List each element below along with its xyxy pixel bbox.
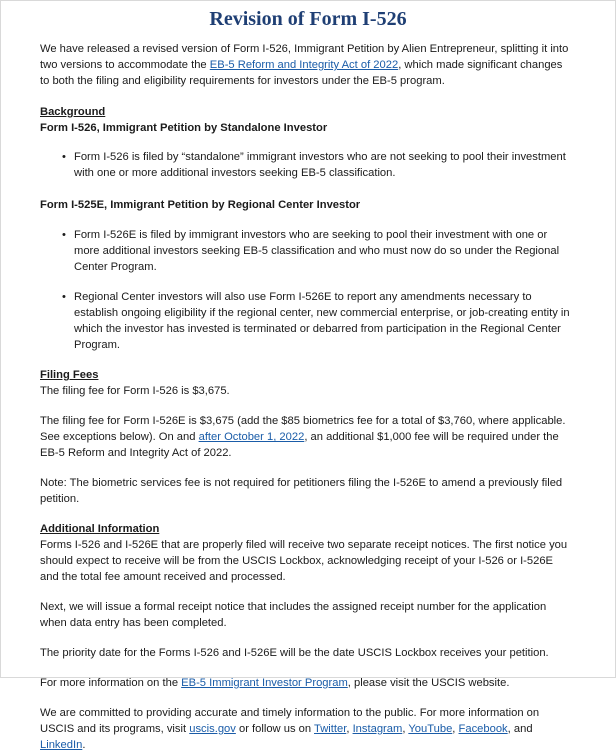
bullet-icon: • (62, 229, 66, 241)
separator: , (346, 723, 353, 735)
separator: , and (507, 723, 533, 735)
fee-text-1: The filing fee for Form I-526E is $3,675 (add the $85 biometrics fee for a total of $3,760, where applicable. See exceptions below). On and (40, 415, 566, 443)
eb5-reform-act-link[interactable]: EB-5 Reform and Integrity Act of 2022 (209, 59, 399, 71)
document-body (40, 41, 571, 753)
facebook-link[interactable]: Facebook (458, 723, 508, 735)
period: . (82, 739, 86, 751)
priority-date-paragraph: The priority date for the Forms I-526 and I-526E will be the date USCIS Lockbox receives your petition. (40, 647, 549, 659)
biometric-note: Note: The biometric services fee is not required for petitioners filing the I-526E to amend a previously filed petition. (40, 477, 563, 505)
uscis-gov-link[interactable]: uscis.gov (189, 723, 236, 735)
standalone-heading: Form I-526, Immigrant Petition by Standalone Investor (40, 122, 328, 134)
follow-text: or follow us on (235, 723, 315, 735)
filing-fee-i526: The filing fee for Form I-526 is $3,675. (40, 385, 230, 397)
fee-text-2: , an additional $1,000 fee will be required under the EB-5 Reform and Integrity Act of 2022. (40, 431, 559, 459)
bullet-icon: • (62, 291, 66, 303)
intro-paragraph (40, 41, 571, 89)
filing-fees-heading: Filing Fees (40, 369, 99, 381)
list-item-text: Form I-526 is filed by “standalone” immigrant investors who are not seeking to pool their investment with one or more additional investors seeking EB-5 classification. (74, 151, 566, 179)
twitter-link[interactable]: Twitter (314, 723, 347, 735)
list-item-text: Form I-526E is filed by immigrant investors who are seeking to pool their investment with one or more additional investors seeking EB-5 classification and who must now do so under the Regional Center Program. (74, 229, 560, 273)
separator: , (402, 723, 409, 735)
standalone-list (40, 149, 571, 181)
list-item (40, 227, 571, 275)
list-item (40, 289, 571, 353)
intro-text-2: , which made significant changes to both the filing and eligibility requirements for investors under the EB-5 program. (40, 59, 563, 87)
bullet-icon: • (62, 151, 66, 163)
eb5-program-link[interactable]: EB-5 Immigrant Investor Program (181, 677, 348, 689)
regional-list (40, 227, 571, 353)
commitment-text: We are committed to providing accurate and timely information to the public. For more information on USCIS and its programs, visit (40, 707, 540, 735)
more-info-paragraph (40, 675, 571, 691)
youtube-link[interactable]: YouTube (408, 723, 453, 735)
more-info-text-1: For more information on the (40, 677, 182, 689)
list-item-text: Regional Center investors will also use Form I-526E to report any amendments necessary to establish ongoing eligibility if the regional center, new commercial enterprise, or job-creating entity in which the investor has invested is terminated or debarred from participation in the Regional Center Program. (74, 291, 570, 351)
page-title: Revision of Form I-526 (209, 8, 407, 30)
commitment-paragraph (40, 705, 571, 753)
filing-fee-i526e (40, 413, 571, 461)
separator: , (452, 723, 459, 735)
more-info-text-2: , please visit the USCIS website. (347, 677, 510, 689)
after-october-link[interactable]: after October 1, 2022 (198, 431, 305, 443)
instagram-link[interactable]: Instagram (352, 723, 403, 735)
formal-receipt-paragraph: Next, we will issue a formal receipt notice that includes the assigned receipt number for the application when data entry has been completed. (40, 601, 547, 629)
linkedin-link[interactable]: LinkedIn (40, 739, 83, 751)
regional-heading: Form I-525E, Immigrant Petition by Regional Center Investor (40, 199, 361, 211)
list-item (40, 149, 571, 181)
background-heading: Background (40, 106, 106, 118)
intro-text-1: We have released a revised version of Form I-526, Immigrant Petition by Alien Entrepreneur, splitting it into two versions to accommodate the (40, 43, 569, 71)
additional-info-heading: Additional Information (40, 523, 160, 535)
receipt-notices-paragraph: Forms I-526 and I-526E that are properly filed will receive two separate receipt notices. The first notice you should expect to receive will be from the USCIS Lockbox, acknowledging receipt of your I-526 or I-526E and the total fee amount received and processed. (40, 539, 568, 583)
